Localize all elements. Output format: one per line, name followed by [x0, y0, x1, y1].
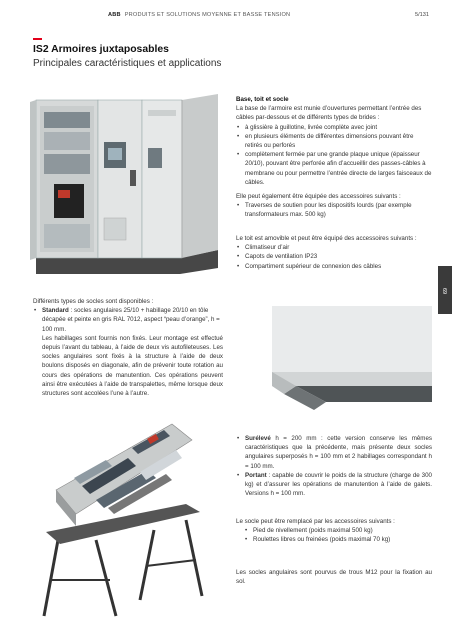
socle-types-list [236, 434, 432, 498]
base-section [236, 95, 432, 220]
section-tab-label: 69 [441, 287, 448, 295]
socle-types-section [236, 434, 432, 498]
socle-replace-list [236, 526, 432, 544]
list-item [236, 471, 432, 499]
list-item: • Climatiseur d’air [236, 243, 432, 252]
page-title: IS2 Armoires juxtaposables [33, 44, 169, 55]
cabinet-on-stand-photo [36, 420, 206, 620]
list-item: • Traverses de soutien pour les dispositifs lourds (par exemple transformateurs max. 500 kg) [236, 201, 432, 219]
socles-section [33, 297, 223, 398]
base-accessories-intro: Elle peut également être équipée des accessoires suivants : [236, 193, 401, 201]
page-subtitle: Principales caractéristiques et applications [33, 58, 222, 69]
section-tab [438, 266, 452, 314]
list-item: • à glissière à guillotine, livrée complète avec joint [236, 123, 432, 132]
base-list [236, 123, 432, 187]
list-item: • Capots de ventilation IP23 [236, 252, 432, 261]
list-item: • Compartiment supérieur de connexion des câbles [236, 262, 432, 271]
standard-text: : socles angulaires 25/10 + habillage 20/10 en tôle décapée et peinte en gris RAL 7012, aspect “peau d’orange”, h = 100 mm. [42, 307, 220, 333]
list-item: • Roulettes libres ou freinées (poids maximal 70 kg) [244, 535, 432, 544]
standard-label: Standard [42, 307, 69, 315]
brand-name: ABB [108, 12, 121, 18]
running-header [108, 12, 290, 18]
base-accessories-list [236, 201, 432, 219]
cabinet-photo [30, 90, 222, 276]
roof-intro: Le toit est amovible et peut être équipé des accessoires suivants : [236, 235, 417, 242]
surelevé-text: h = 200 mm : cette version conserve les mêmes caractéristiques que la précédente, mais présente deux socles angulaires superposés h = 100 mm et 2 habillages correspondant h = 100 mm. [245, 435, 432, 470]
list-item [33, 306, 223, 334]
plinth-photo [266, 302, 434, 412]
list-item: • complètement fermée par une grande plaque unique (épaisseur 20/10), pouvant être perforée afin d’accueillir des passes-câbles à membrane ou pour permettre l’entrée directe de larges faisceaux de câbles. [236, 150, 432, 187]
portant-text: : capable de couvrir le poids de la structure (charge de 300 kg) et d’assurer les opérations de manutention à l’aide de galets. Versions h = 100 mm. [245, 471, 432, 498]
socles-intro: Différents types de socles sont disponibles : [33, 298, 154, 305]
habillages-paragraph: Les habillages sont fournis non fixés. Leur montage est effectué depuis l’avant du tableau, à l’aide de deux vis autofileteuses. Les socles angulaires sont fixés à la structure à l’aide de deux boulons disposés en diagonale, afin de prévenir toute rotation au cours des opérations de manutention. Ces opérations peuvent ainsi être exécutées à l’aide de transpalettes, même lorsque deux structures sont accolées l’une à l’autre. [42, 334, 223, 398]
socle-replace-intro: Le socle peut être remplacé par les accessoires suivants : [236, 518, 395, 525]
socles-list [33, 306, 223, 334]
roof-section [236, 234, 432, 271]
accent-bar [33, 38, 42, 40]
surelevé-label: Surélevé [245, 435, 271, 442]
base-intro: La base de l’armoire est munie d’ouvertures permettant l’entrée des câbles par-dessous et de différents types de brides : [236, 105, 422, 122]
portant-label: Portant [245, 471, 267, 479]
closing-paragraph: Les socles angulaires sont pourvus de trous M12 pour la fixation au sol. [236, 569, 432, 586]
base-heading: Base, toit et socle [236, 96, 289, 103]
list-item: • Pied de nivellement (poids maximal 500 kg) [244, 526, 432, 535]
socle-replace-section [236, 517, 432, 545]
section-name: PRODUITS ET SOLUTIONS MOYENNE ET BASSE TENSION [124, 12, 291, 18]
page-number: 5/131 [415, 12, 429, 18]
list-item [236, 434, 432, 471]
list-item: • en plusieurs éléments de différentes dimensions pouvant être retirés ou perforés [236, 132, 432, 150]
roof-list [236, 243, 432, 271]
